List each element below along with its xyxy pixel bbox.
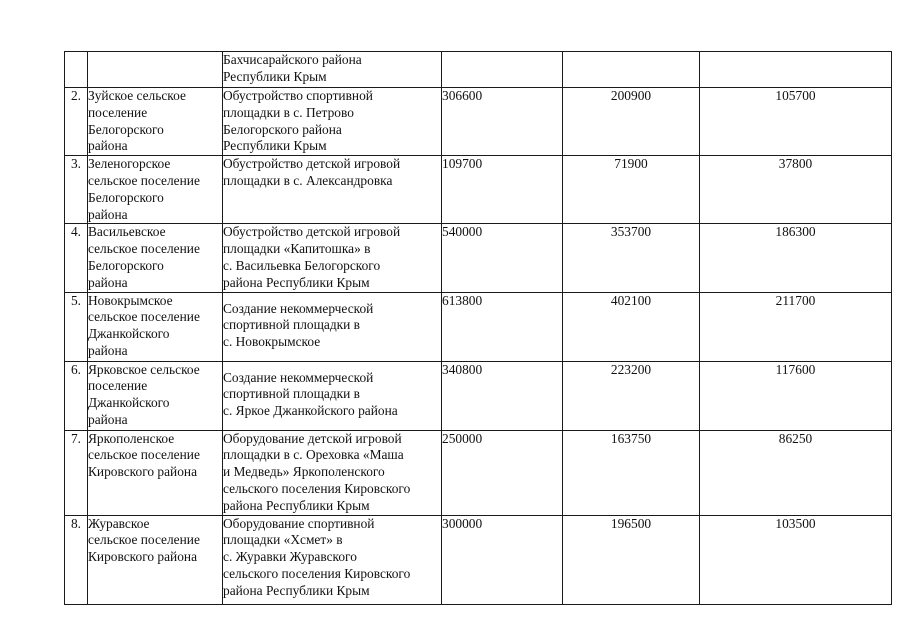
table-body: [65, 52, 892, 605]
amount-column-1: 402100: [563, 292, 700, 361]
project-description: [223, 292, 442, 361]
cell-line: спортивной площадки в: [223, 317, 360, 333]
cell-line: площадки в с. Ореховка «Маша: [223, 447, 404, 463]
cell-line: Оборудование спортивной: [223, 515, 375, 531]
cell-line: и Медведь» Яркополенского: [223, 464, 385, 480]
project-description: [223, 361, 442, 430]
cell-line: Журавское: [88, 515, 150, 531]
cell-line: Зеленогорское: [88, 156, 171, 172]
amount-column-2: 211700: [700, 292, 892, 361]
row-number: 5.: [65, 292, 88, 361]
settlement-name: [88, 88, 223, 156]
cell-line: поселение: [88, 378, 148, 394]
settlement-name: [88, 52, 223, 88]
cell-line: площадки в с. Петрово: [223, 104, 354, 120]
table-row: [65, 52, 892, 88]
cell-line: площадки в с. Александровка: [223, 172, 393, 188]
cell-line: площадки «Капитошка» в: [223, 241, 371, 257]
settlement-name: [88, 292, 223, 361]
cell-line: поселение: [88, 104, 148, 120]
cell-line: района Республики Крым: [223, 582, 370, 598]
amount-column-2: 37800: [700, 156, 892, 224]
amount-column-2: 186300: [700, 224, 892, 292]
row-number: 3.: [65, 156, 88, 224]
cell-line: Создание некоммерческой: [223, 300, 374, 316]
table-row: [65, 361, 892, 430]
cell-line: Белогорского: [88, 121, 164, 137]
cell-line: района Республики Крым: [223, 497, 370, 513]
cell-line: Белогорского района: [223, 121, 342, 137]
budget-table: [64, 51, 892, 605]
cell-line: Оборудование детской игровой: [223, 430, 402, 446]
cell-line: Новокрымское: [88, 292, 173, 308]
amount-column-1: 163750: [563, 430, 700, 515]
cell-line: Обустройство детской игровой: [223, 224, 401, 240]
total-amount: [442, 52, 563, 88]
cell-line: Яркополенское: [88, 430, 175, 446]
cell-line: сельское поселение: [88, 447, 200, 463]
total-amount: 340800: [442, 361, 563, 430]
project-description: [223, 430, 442, 515]
table-row: [65, 88, 892, 156]
cell-line: сельское поселение: [88, 309, 200, 325]
amount-column-2: 105700: [700, 88, 892, 156]
cell-line: сельское поселение: [88, 172, 200, 188]
total-amount: 306600: [442, 88, 563, 156]
row-number: 6.: [65, 361, 88, 430]
project-description: [223, 52, 442, 88]
cell-line: площадки «Хсмет» в: [223, 532, 343, 548]
row-number: 7.: [65, 430, 88, 515]
cell-line: спортивной площадки в: [223, 386, 360, 402]
cell-line: Белогорского: [88, 257, 164, 273]
settlement-name: [88, 430, 223, 515]
table-row: [65, 156, 892, 224]
cell-line: Зуйское сельское: [88, 88, 186, 103]
row-number: 4.: [65, 224, 88, 292]
cell-line: Бахчисарайского района: [223, 52, 362, 67]
project-description: [223, 88, 442, 156]
cell-line: с. Журавки Журавского: [223, 549, 357, 565]
total-amount: 300000: [442, 515, 563, 604]
project-description: [223, 515, 442, 604]
amount-column-2: 117600: [700, 361, 892, 430]
cell-line: Обустройство детской игровой: [223, 156, 401, 172]
amount-column-1: 200900: [563, 88, 700, 156]
row-number: 2.: [65, 88, 88, 156]
table-row: [65, 430, 892, 515]
cell-line: района: [88, 342, 128, 358]
amount-column-1: 223200: [563, 361, 700, 430]
amount-column-1: [563, 52, 700, 88]
cell-line: района: [88, 274, 128, 290]
cell-line: Джанкойского: [88, 395, 170, 411]
settlement-name: [88, 361, 223, 430]
cell-line: Кировского района: [88, 464, 198, 480]
project-description: [223, 156, 442, 224]
cell-line: Обустройство спортивной: [223, 88, 373, 103]
table-row: [65, 292, 892, 361]
cell-line: района: [88, 411, 128, 427]
settlement-name: [88, 224, 223, 292]
total-amount: 540000: [442, 224, 563, 292]
amount-column-2: [700, 52, 892, 88]
total-amount: 613800: [442, 292, 563, 361]
cell-line: сельского поселения Кировского: [223, 565, 411, 581]
amount-column-2: 86250: [700, 430, 892, 515]
cell-line: сельское поселение: [88, 532, 200, 548]
cell-line: с. Васильевка Белогорского: [223, 257, 381, 273]
total-amount: 109700: [442, 156, 563, 224]
cell-line: района Республики Крым: [223, 274, 370, 290]
project-description: [223, 224, 442, 292]
cell-line: сельское поселение: [88, 241, 200, 257]
amount-column-1: 196500: [563, 515, 700, 604]
cell-line: Джанкойского: [88, 326, 170, 342]
cell-line: с. Яркое Джанкойского района: [223, 403, 398, 419]
cell-line: района: [88, 138, 128, 154]
cell-line: Республики Крым: [223, 68, 327, 84]
settlement-name: [88, 515, 223, 604]
cell-line: Васильевское: [88, 224, 166, 240]
row-number: 8.: [65, 515, 88, 604]
cell-line: Белогорского: [88, 189, 164, 205]
amount-column-2: 103500: [700, 515, 892, 604]
cell-line: сельского поселения Кировского: [223, 480, 411, 496]
cell-line: Республики Крым: [223, 138, 327, 154]
row-number: [65, 52, 88, 88]
amount-column-1: 71900: [563, 156, 700, 224]
table-row: [65, 224, 892, 292]
cell-line: района: [88, 206, 128, 222]
cell-line: Ярковское сельское: [88, 361, 200, 377]
cell-line: Кировского района: [88, 549, 198, 565]
cell-line: с. Новокрымское: [223, 334, 321, 350]
amount-column-1: 353700: [563, 224, 700, 292]
cell-line: Создание некоммерческой: [223, 369, 374, 385]
table-row: [65, 515, 892, 604]
settlement-name: [88, 156, 223, 224]
total-amount: 250000: [442, 430, 563, 515]
